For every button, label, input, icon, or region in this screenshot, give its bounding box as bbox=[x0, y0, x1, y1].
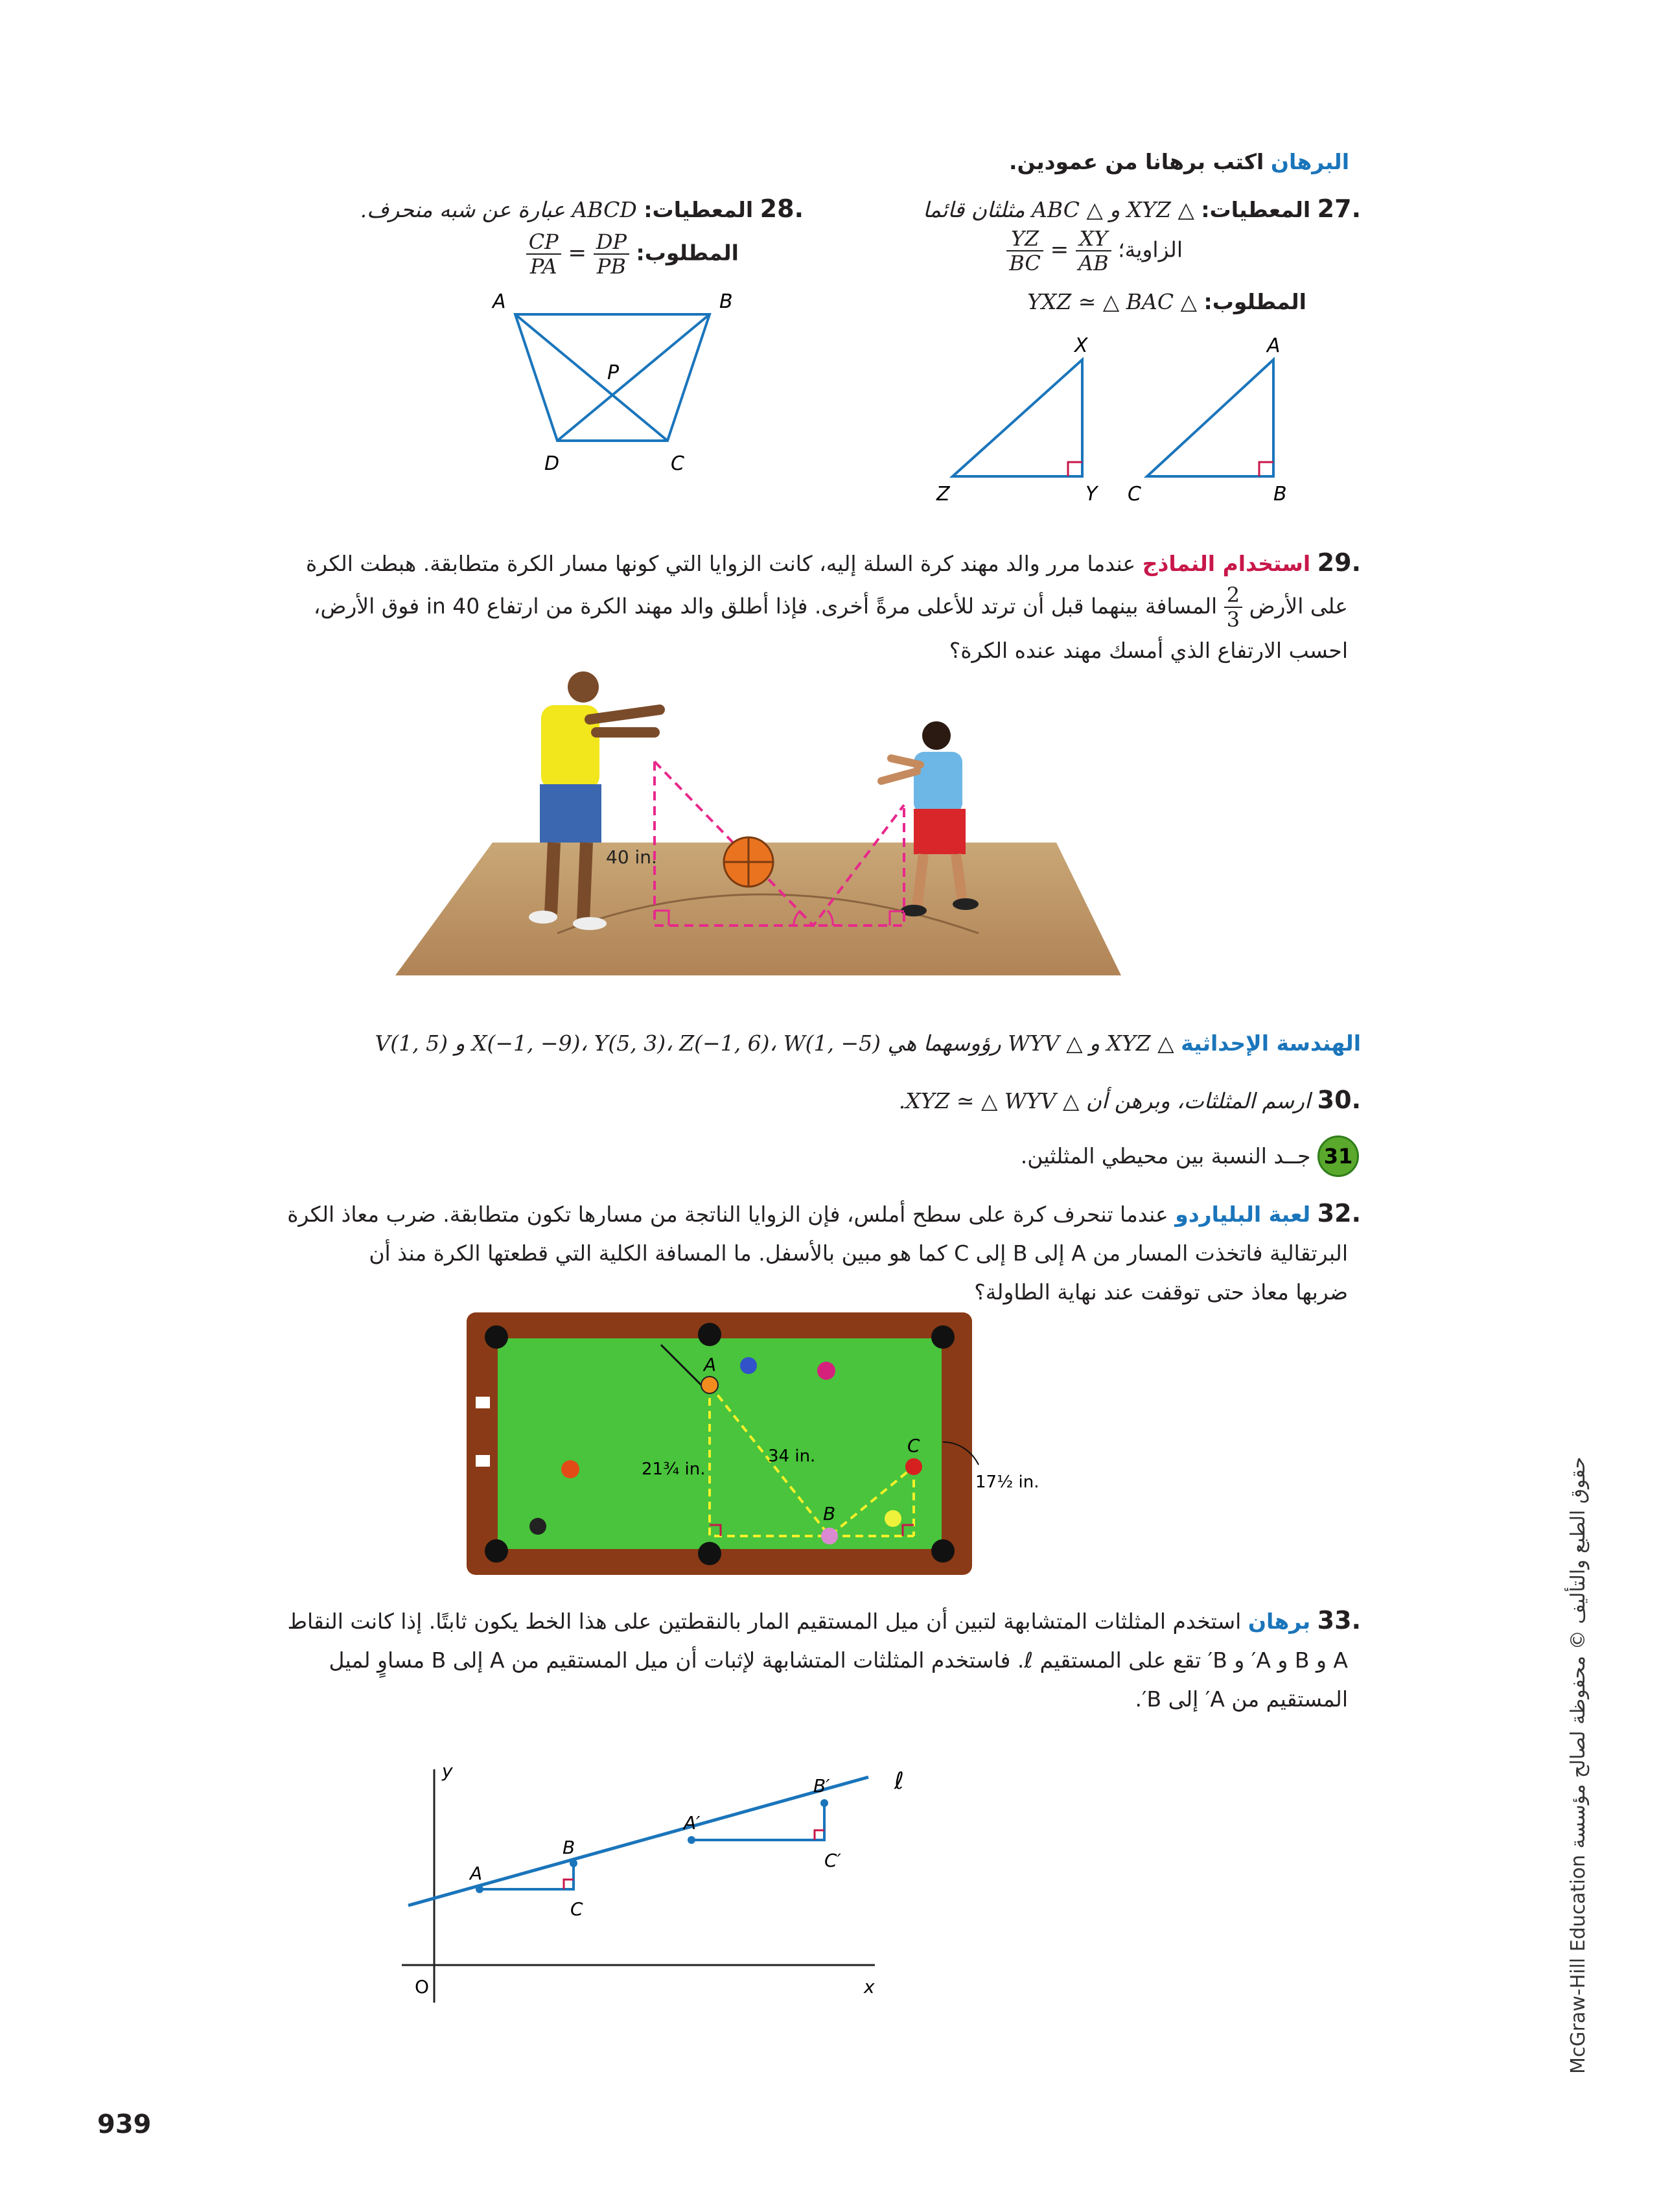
q28-given-text: ABCD عبارة عن شبه منحرف. bbox=[360, 197, 637, 222]
label-c-prime: C′ bbox=[824, 1850, 841, 1871]
dim-label-2: 34 in. bbox=[768, 1447, 816, 1466]
q27-given bbox=[842, 189, 1361, 229]
q28-given-label: المعطيات: bbox=[644, 197, 754, 222]
q32-line3: ضربها معاذ حتى توقفت عند نهاية الطاولة؟ bbox=[974, 1279, 1348, 1305]
label-b: B bbox=[1273, 483, 1287, 506]
q32-label: لعبة البلياردو bbox=[1175, 1202, 1311, 1227]
q28-prove-label: المطلوب: bbox=[636, 240, 739, 266]
q32-number: .32 bbox=[1317, 1199, 1361, 1228]
coord-label: الهندسة الإحداثية bbox=[1181, 1030, 1361, 1056]
q30-number: .30 bbox=[1317, 1086, 1361, 1114]
label-a: A bbox=[470, 1863, 483, 1884]
q29-text bbox=[97, 543, 1361, 670]
q32-line1: .32 لعبة البلياردو عندما تنحرف كرة على سطح أملس، فإن الزوايا الناتجة من مسارها تكون متطابقة. ضرب معاذ الكرة bbox=[287, 1199, 1361, 1228]
triangle-abc bbox=[480, 1863, 574, 1889]
label-c: C bbox=[570, 1898, 583, 1920]
label-a: A bbox=[493, 290, 506, 313]
label-b: B bbox=[563, 1837, 575, 1858]
label-c: C bbox=[907, 1435, 920, 1456]
q30 bbox=[194, 1080, 1361, 1121]
orange-ball bbox=[701, 1377, 718, 1393]
coord-text: △ XYZ و △ WYV رؤوسهما هي X(−1, −9)، Y(5, 3)، Z(−1, 6)، W(1, −5) و V(1, 5) bbox=[375, 1030, 1174, 1056]
table-marker-2 bbox=[476, 1455, 490, 1467]
basketball-figure bbox=[395, 661, 1128, 985]
label-origin: O bbox=[415, 1976, 430, 1997]
q29-fraction: $\frac{2}{3}$ bbox=[1224, 583, 1242, 631]
q28-given bbox=[259, 189, 804, 229]
label-a: A bbox=[1267, 334, 1281, 357]
label-x: x bbox=[864, 1976, 875, 1997]
q33-line3: المستقيم من A′ إلى B′. bbox=[1135, 1686, 1348, 1712]
copyright-side bbox=[1567, 1426, 1606, 2074]
q31-number: 31 bbox=[1317, 1135, 1359, 1177]
label-a-prime: A′ bbox=[684, 1812, 701, 1834]
right-angle-mark-y bbox=[1068, 462, 1082, 476]
q28-prove: المطلوب: $\frac{DP}{PB}$ = $\frac{CP}{PA}$ bbox=[505, 230, 739, 278]
q33-line1: .33 برهان استخدم المثلثات المتشابهة لتبين أن ميل المستقيم المار بالنقطتين على هذا الخط يكون ثابتًا. إذا كانت النقاط bbox=[287, 1606, 1361, 1635]
q27-number: .27 bbox=[1317, 194, 1361, 223]
q27-ratio: الزاوية؛ $\frac{XY}{AB}$ = $\frac{YZ}{BC}$ bbox=[842, 227, 1183, 275]
q30-text: ارسم المثلثات، وبرهن أن △ XYZ ≃ △ WYV. bbox=[898, 1088, 1311, 1113]
q29-line2: على الأرض $\frac{2}{3}$ المسافة بينهما قبل أن ترتد للأعلى مرةً أخرى. فإذا أطلق والد مهند الكرة من ارتفاع 40 in فوق الأرض، bbox=[313, 583, 1348, 632]
label-p: P bbox=[607, 362, 620, 384]
q33-text bbox=[97, 1601, 1361, 1719]
q33-line2: A و B و A′ و B′ تقع على المستقيم ℓ. فاستخدم المثلثات المتشابهة لإثبات أن ميل المستقيم من A إلى B مساوٍ لميل bbox=[329, 1647, 1348, 1673]
dim-label-3: 17½ in. bbox=[975, 1473, 1039, 1492]
q28-number: .28 bbox=[760, 194, 804, 223]
q32-line2: البرتقالية فاتخذت المسار من A إلى B إلى C كما هو مبين بالأسفل. ما المسافة الكلية التي قطعتها الكرة منذ أن bbox=[369, 1240, 1348, 1266]
label-b: B bbox=[719, 290, 733, 313]
q33-number: .33 bbox=[1317, 1606, 1361, 1635]
q27-prove-label: المطلوب: bbox=[1203, 289, 1306, 314]
right-angle-mark-c bbox=[564, 1880, 574, 1889]
label-a: A bbox=[704, 1354, 717, 1375]
height-label: 40 in. bbox=[606, 846, 657, 868]
triangle-abc bbox=[1147, 360, 1273, 476]
point-a2 bbox=[688, 1836, 695, 1844]
label-c: C bbox=[1128, 483, 1141, 506]
q27-prove bbox=[842, 283, 1306, 321]
right-angle-mark-b bbox=[1259, 462, 1273, 476]
q27-prove-text: △ YXZ ≃ △ BAC bbox=[1027, 289, 1197, 314]
label-b-prime: B′ bbox=[813, 1775, 830, 1797]
black-ball bbox=[529, 1518, 546, 1535]
label-b: B bbox=[823, 1503, 836, 1524]
triangle-xyz bbox=[953, 360, 1082, 476]
label-x: X bbox=[1074, 334, 1088, 357]
table-felt bbox=[498, 1338, 942, 1549]
q27-angle-label: الزاوية؛ bbox=[1118, 237, 1183, 262]
q27-figure bbox=[927, 331, 1290, 512]
q31-text: جــد النسبة بين محيطي المثلثين. bbox=[1020, 1143, 1311, 1169]
section-heading bbox=[442, 143, 1349, 181]
q28-frac2: $\frac{CP}{PA}$ bbox=[526, 230, 561, 278]
table-marker-1 bbox=[476, 1397, 490, 1408]
point-a bbox=[476, 1885, 483, 1893]
red-ball-2 bbox=[561, 1460, 579, 1478]
yellow-ball bbox=[885, 1510, 901, 1527]
q33-label: برهان bbox=[1247, 1609, 1311, 1634]
page-number: 939 bbox=[97, 2110, 152, 2139]
blue-ball bbox=[740, 1357, 757, 1374]
label-y: Y bbox=[1085, 483, 1098, 506]
label-z: Z bbox=[936, 483, 950, 506]
q32-text bbox=[97, 1194, 1361, 1312]
q27-given-label: المعطيات: bbox=[1201, 197, 1311, 222]
q28-figure bbox=[480, 285, 739, 473]
q31 bbox=[194, 1135, 1359, 1177]
q29-line3: احسب الارتفاع الذي أمسك مهند عنده الكرة؟ bbox=[949, 638, 1348, 663]
red-ball bbox=[905, 1458, 922, 1475]
point-b2 bbox=[820, 1799, 828, 1807]
heading-label: البرهان bbox=[1270, 149, 1349, 174]
copyright-text: حقوق الطبع والتأليف © محفوظة لصالح مؤسسة McGraw-Hill Education bbox=[1567, 1456, 1590, 2074]
label-line-l: ℓ bbox=[894, 1768, 904, 1795]
label-d: D bbox=[544, 452, 560, 473]
label-y: y bbox=[442, 1760, 453, 1782]
slope-figure bbox=[395, 1756, 927, 2016]
q27-frac1: $\frac{XY}{AB}$ bbox=[1076, 227, 1111, 275]
dim-label-1: 21¾ in. bbox=[642, 1460, 706, 1479]
label-c: C bbox=[671, 452, 684, 473]
pink-ball bbox=[817, 1362, 835, 1380]
q29-number: .29 bbox=[1317, 548, 1361, 577]
q29-line1: .29 استخدام النماذج عندما مرر والد مهند كرة السلة إليه، كانت الزوايا التي كونها مسار الكرة متطابقة. هبطت الكرة bbox=[305, 548, 1361, 577]
q28-frac1: $\frac{DP}{PB}$ bbox=[594, 230, 629, 278]
ball-at-b bbox=[821, 1528, 838, 1544]
diagonal-bd bbox=[557, 314, 710, 441]
point-b bbox=[570, 1859, 577, 1867]
q29-label: استخدام النماذج bbox=[1142, 551, 1311, 576]
right-angle-mark-c2 bbox=[815, 1830, 824, 1840]
billiards-figure bbox=[467, 1312, 1063, 1578]
heading-text: اكتب برهانا من عمودين. bbox=[1008, 149, 1264, 174]
coord-intro bbox=[194, 1024, 1361, 1063]
diagonal-ac bbox=[515, 314, 667, 441]
q27-frac2: $\frac{YZ}{BC}$ bbox=[1006, 227, 1043, 275]
q27-given-text: △ XYZ و △ ABC مثلثان قائما bbox=[923, 197, 1194, 222]
